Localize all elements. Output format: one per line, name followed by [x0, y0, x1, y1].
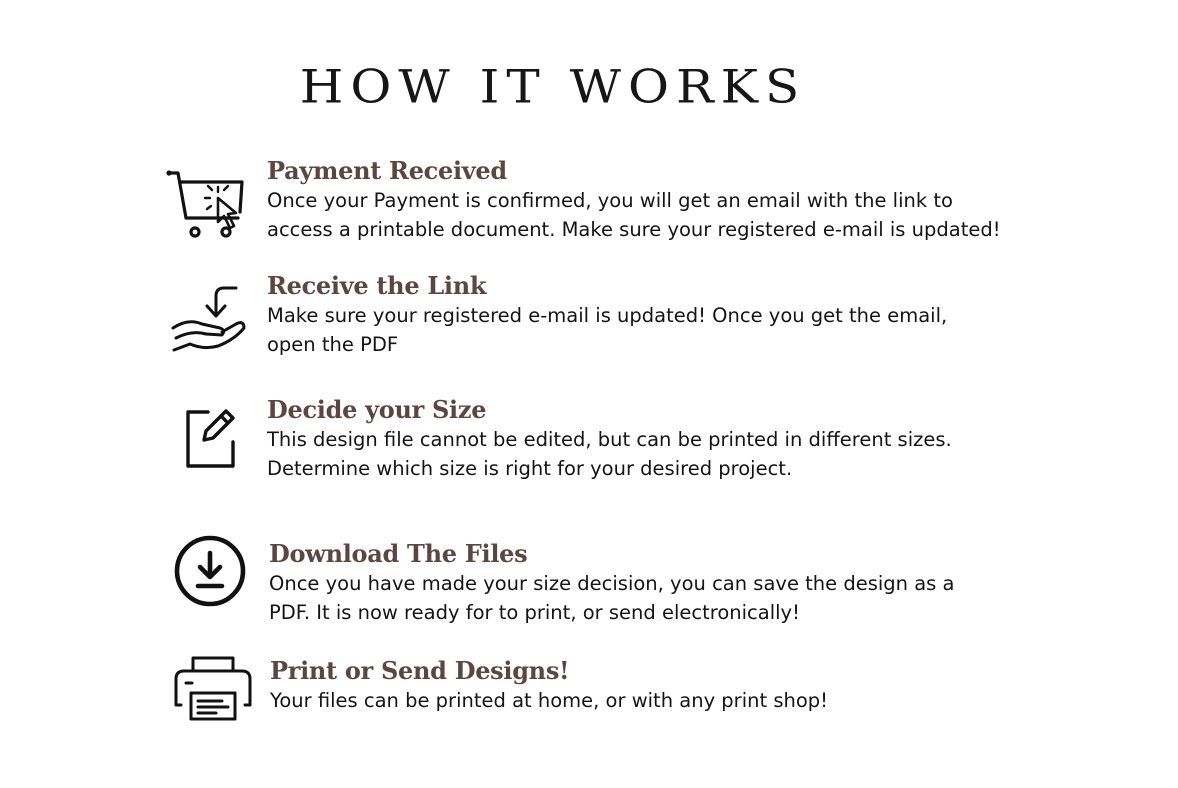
description-line: This design file cannot be edited, but can be printed in different sizes. — [267, 428, 952, 451]
description-line: open the PDF — [267, 333, 399, 356]
download-circle-icon — [165, 526, 255, 616]
description-line: access a printable document. Make sure your registered e-mail is updated! — [267, 218, 1001, 241]
step-text — [267, 395, 1027, 483]
page-title: HOW IT WORKS — [299, 60, 807, 114]
step-text — [270, 656, 1030, 715]
hand-receive-icon — [164, 278, 254, 368]
step-heading: Print or Send Designs! — [270, 656, 570, 685]
step-description — [267, 425, 1027, 483]
description-line: Your files can be printed at home, or with any print shop! — [270, 689, 828, 712]
edit-pencil-icon — [166, 396, 256, 486]
step-text — [267, 271, 1027, 359]
printer-icon — [166, 645, 256, 735]
description-line: Once you have made your size decision, you can save the design as a — [269, 572, 955, 595]
step-description — [267, 301, 1027, 359]
step-description — [270, 686, 1030, 715]
shopping-cart-click-icon — [160, 160, 250, 250]
step-text — [267, 156, 1027, 244]
step-heading: Download The Files — [269, 539, 528, 568]
step-description — [269, 569, 1029, 627]
step-heading: Payment Received — [267, 156, 507, 185]
description-line: Once your Payment is confirmed, you will get an email with the link to — [267, 189, 953, 212]
step-text — [269, 539, 1029, 627]
step-description — [267, 186, 1027, 244]
description-line: PDF. It is now ready for to print, or send electronically! — [269, 601, 800, 624]
description-line: Determine which size is right for your desired project. — [267, 457, 793, 480]
step-heading: Receive the Link — [267, 271, 487, 300]
description-line: Make sure your registered e-mail is updated! Once you get the email, — [267, 304, 948, 327]
step-heading: Decide your Size — [267, 395, 487, 424]
